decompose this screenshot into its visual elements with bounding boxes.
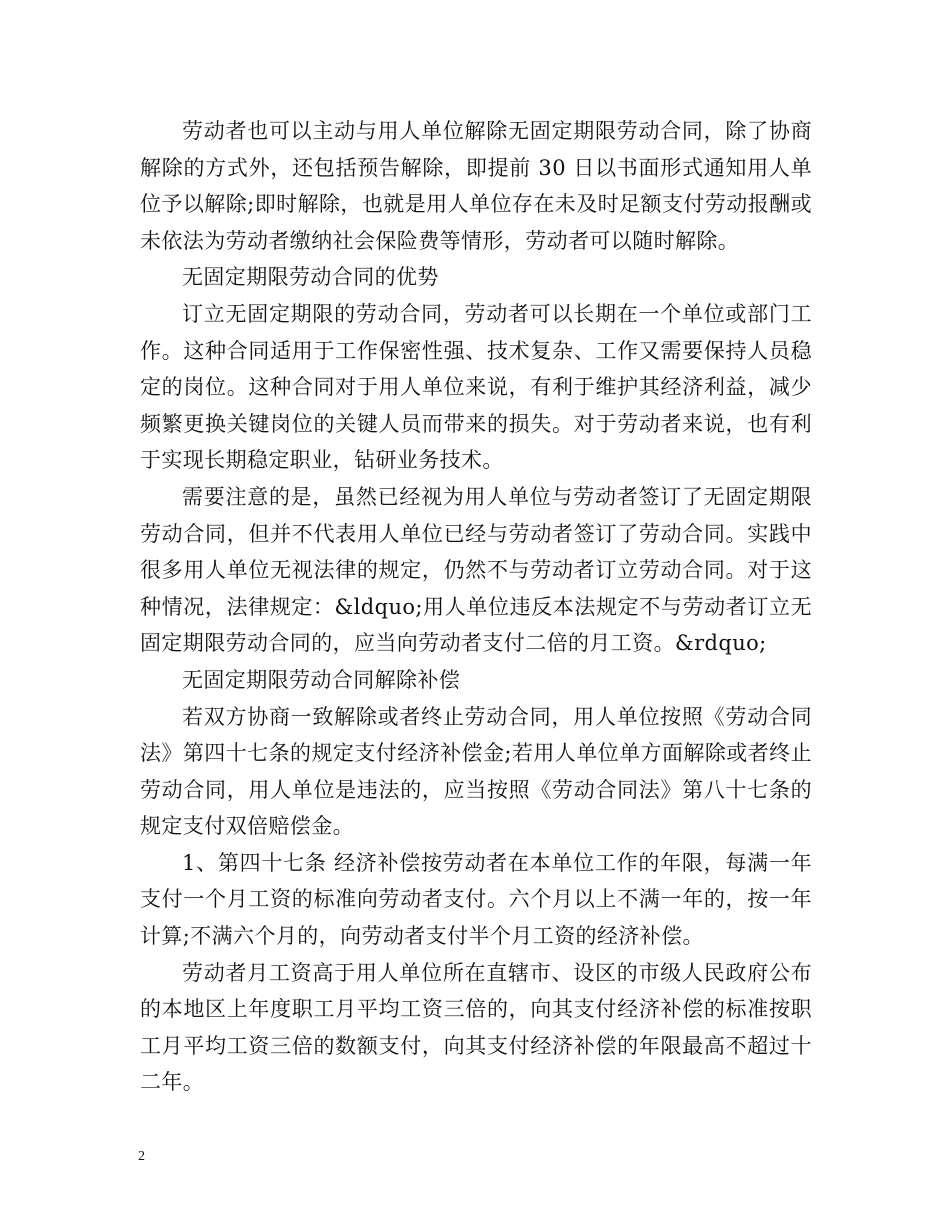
- document-body: [140, 113, 812, 1101]
- paragraph-article-47: 1、第四十七条 经济补偿按劳动者在本单位工作的年限，每满一年支付一个月工资的标准向劳动者支付。六个月以上不满一年的，按一年计算;不满六个月的，向劳动者支付半个月工资的经济补偿。: [140, 850, 812, 949]
- paragraph-advantages: 订立无固定期限的劳动合同，劳动者可以长期在一个单位或部门工作。这种合同适用于工作保密性强、技术复杂、工作又需要保持人员稳定的岗位。这种合同对于用人单位来说，有利于维护其经济利益，减少频繁更换关键岗位的关键人员而带来的损失。对于劳动者来说，也有利于实现长期稳定职业，钻研业务技术。: [140, 301, 812, 473]
- section-heading-compensation: 无固定期限劳动合同解除补偿: [182, 667, 461, 692]
- paragraph-early-termination: 劳动者也可以主动与用人单位解除无固定期限劳动合同，除了协商解除的方式外，还包括预告解除，即提前 30 日以书面形式通知用人单位予以解除;即时解除，也就是用人单位存在未及时足额支付劳动报酬或未依法为劳动者缴纳社会保险费等情形，劳动者可以随时解除。: [140, 119, 812, 253]
- paragraph-double-wage: 需要注意的是，虽然已经视为用人单位与劳动者签订了无固定期限劳动合同，但并不代表用人单位已经与劳动者签订了劳动合同。实践中很多用人单位无视法律的规定，仍然不与劳动者订立劳动合同。对于这种情况，法律规定：&ldquo;用人单位违反本法规定不与劳动者订立无固定期限劳动合同的，应当向劳动者支付二倍的月工资。&rdquo;: [140, 484, 812, 656]
- section-heading-advantages: 无固定期限劳动合同的优势: [182, 265, 439, 290]
- paragraph-wage-cap: 劳动者月工资高于用人单位所在直辖市、设区的市级人民政府公布的本地区上年度职工月平均工资三倍的，向其支付经济补偿的标准按职工月平均工资三倍的数额支付，向其支付经济补偿的年限最高不超过十二年。: [140, 960, 812, 1095]
- paragraph-compensation: 若双方协商一致解除或者终止劳动合同，用人单位按照《劳动合同法》第四十七条的规定支付经济补偿金;若用人单位单方面解除或者终止劳动合同，用人单位是违法的，应当按照《劳动合同法》第八十七条的规定支付双倍赔偿金。: [140, 704, 812, 839]
- page-number: 2: [138, 1149, 145, 1164]
